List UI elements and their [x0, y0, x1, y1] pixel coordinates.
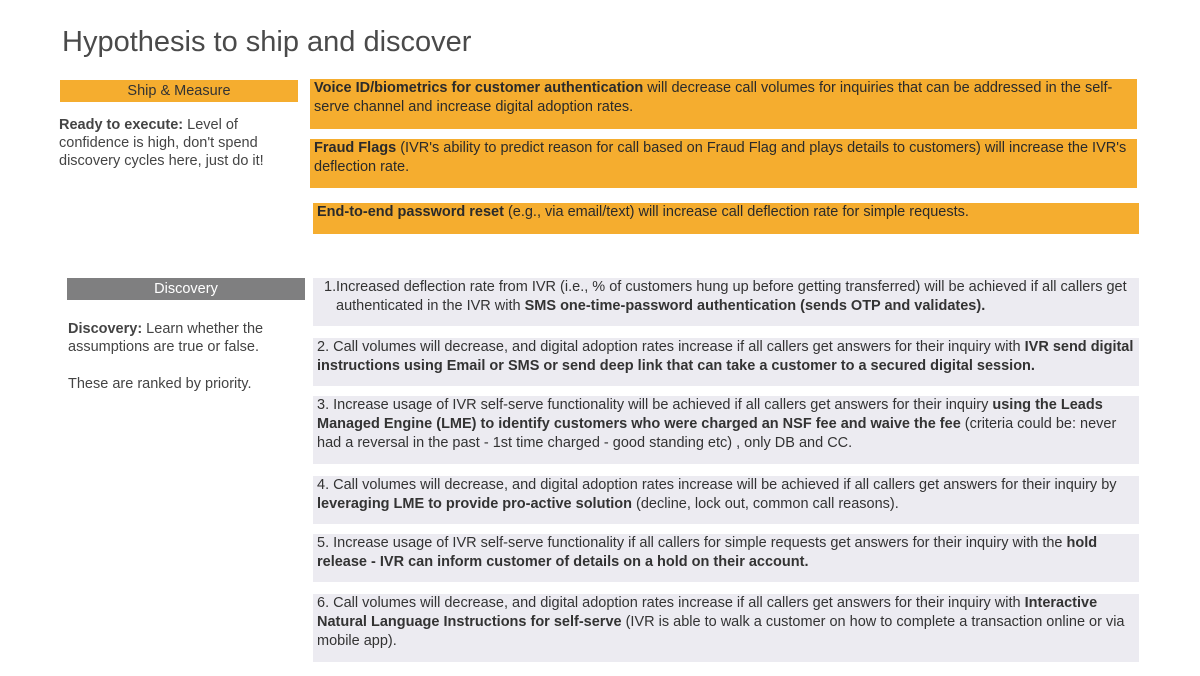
page-title: Hypothesis to ship and discover — [62, 26, 472, 58]
ship-item-bold: Voice ID/biometrics for customer authentication — [314, 80, 644, 96]
ship-item-bold: End-to-end password reset — [317, 204, 504, 220]
discovery-item-number: 4. — [317, 477, 330, 493]
discovery-item — [313, 476, 1139, 524]
discovery-item-text: (decline, lock out, common call reasons). — [632, 496, 899, 512]
discovery-desc: Learn whether the assumptions are true or false. — [68, 321, 264, 355]
discovery-item-text: (IVR is able to walk a customer on how to complete a transaction online or via mobile app). — [317, 614, 1125, 649]
ship-item-text: (e.g., via email/text) will increase call deflection rate for simple requests. — [503, 204, 969, 220]
discovery-item — [313, 338, 1139, 386]
discovery-item-number: 6. — [317, 595, 330, 611]
discovery-item-text: Increase usage of IVR self-serve functionality if all callers for simple requests get answers for their inquiry with the — [329, 535, 1067, 551]
discovery-item-text: Call volumes will decrease, and digital adoption rates increase if all callers get answers for their inquiry with — [329, 339, 1025, 355]
discovery-item-number: 2. — [317, 339, 330, 355]
ship-description — [59, 116, 289, 170]
discovery-item-text: (criteria could be: never had a reversal in the past - 1st time charged - good standing etc) , only DB and CC. — [317, 416, 1117, 451]
discovery-item-text: Increase usage of IVR self-serve functionality will be achieved if all callers get answers for their inquiry — [329, 397, 993, 413]
discovery-lead: Discovery: — [68, 321, 143, 337]
discovery-item-bold: SMS one-time-password authentication (sends OTP and validates). — [524, 298, 986, 314]
discovery-item-bold: leveraging LME to provide pro-active solution — [317, 496, 633, 512]
discovery-item-text: Call volumes will decrease, and digital adoption rates increase if all callers get answers for their inquiry with — [329, 595, 1025, 611]
discovery-item-number: 3. — [317, 397, 330, 413]
discovery-item-bold: Interactive Natural Language Instructions for self-serve — [317, 595, 1098, 630]
discovery-label: Discovery — [67, 278, 305, 300]
discovery-item-bold: hold release - IVR can inform customer of details on a hold on their account. — [317, 535, 1098, 570]
discovery-item-bold: IVR send digital instructions using Email or SMS or send deep link that can take a customer to a secured digital session. — [317, 339, 1134, 374]
ship-measure-label: Ship & Measure — [60, 80, 298, 102]
ship-item — [313, 203, 1139, 234]
ship-lead: Ready to execute: — [59, 117, 184, 133]
discovery-description — [68, 320, 308, 393]
ship-desc: Level of confidence is high, don't spend discovery cycles here, just do it! — [59, 117, 264, 169]
ship-item-bold: Fraud Flags — [314, 140, 397, 156]
ship-item-text: (IVR's ability to predict reason for call based on Fraud Flag and plays details to customers) will increase the IVR's deflection rate. — [314, 140, 1127, 175]
discovery-item-text: Increased deflection rate from IVR (i.e., % of customers hung up before getting transferred) will be achieved if all callers get authenticated in the IVR with — [336, 279, 1127, 314]
discovery-item-number: 1. — [324, 279, 337, 295]
discovery-item — [313, 278, 1139, 326]
discovery-item-bold: using the Leads Managed Engine (LME) to identify customers who were charged an NSF fee and waive the fee — [317, 397, 1103, 432]
discovery-item — [313, 594, 1139, 662]
discovery-item-number: 5. — [317, 535, 330, 551]
discovery-item-text: Call volumes will decrease, and digital adoption rates increase will be achieved if all callers get answers for their inquiry by — [329, 477, 1117, 493]
discovery-item — [313, 396, 1139, 464]
ship-item — [310, 139, 1137, 188]
ship-item — [310, 79, 1137, 129]
discovery-item — [313, 534, 1139, 582]
discovery-note: These are ranked by priority. — [68, 376, 252, 392]
ship-item-text: will decrease call volumes for inquiries that can be addressed in the self-serve channel and increase digital adoption rates. — [314, 80, 1113, 115]
